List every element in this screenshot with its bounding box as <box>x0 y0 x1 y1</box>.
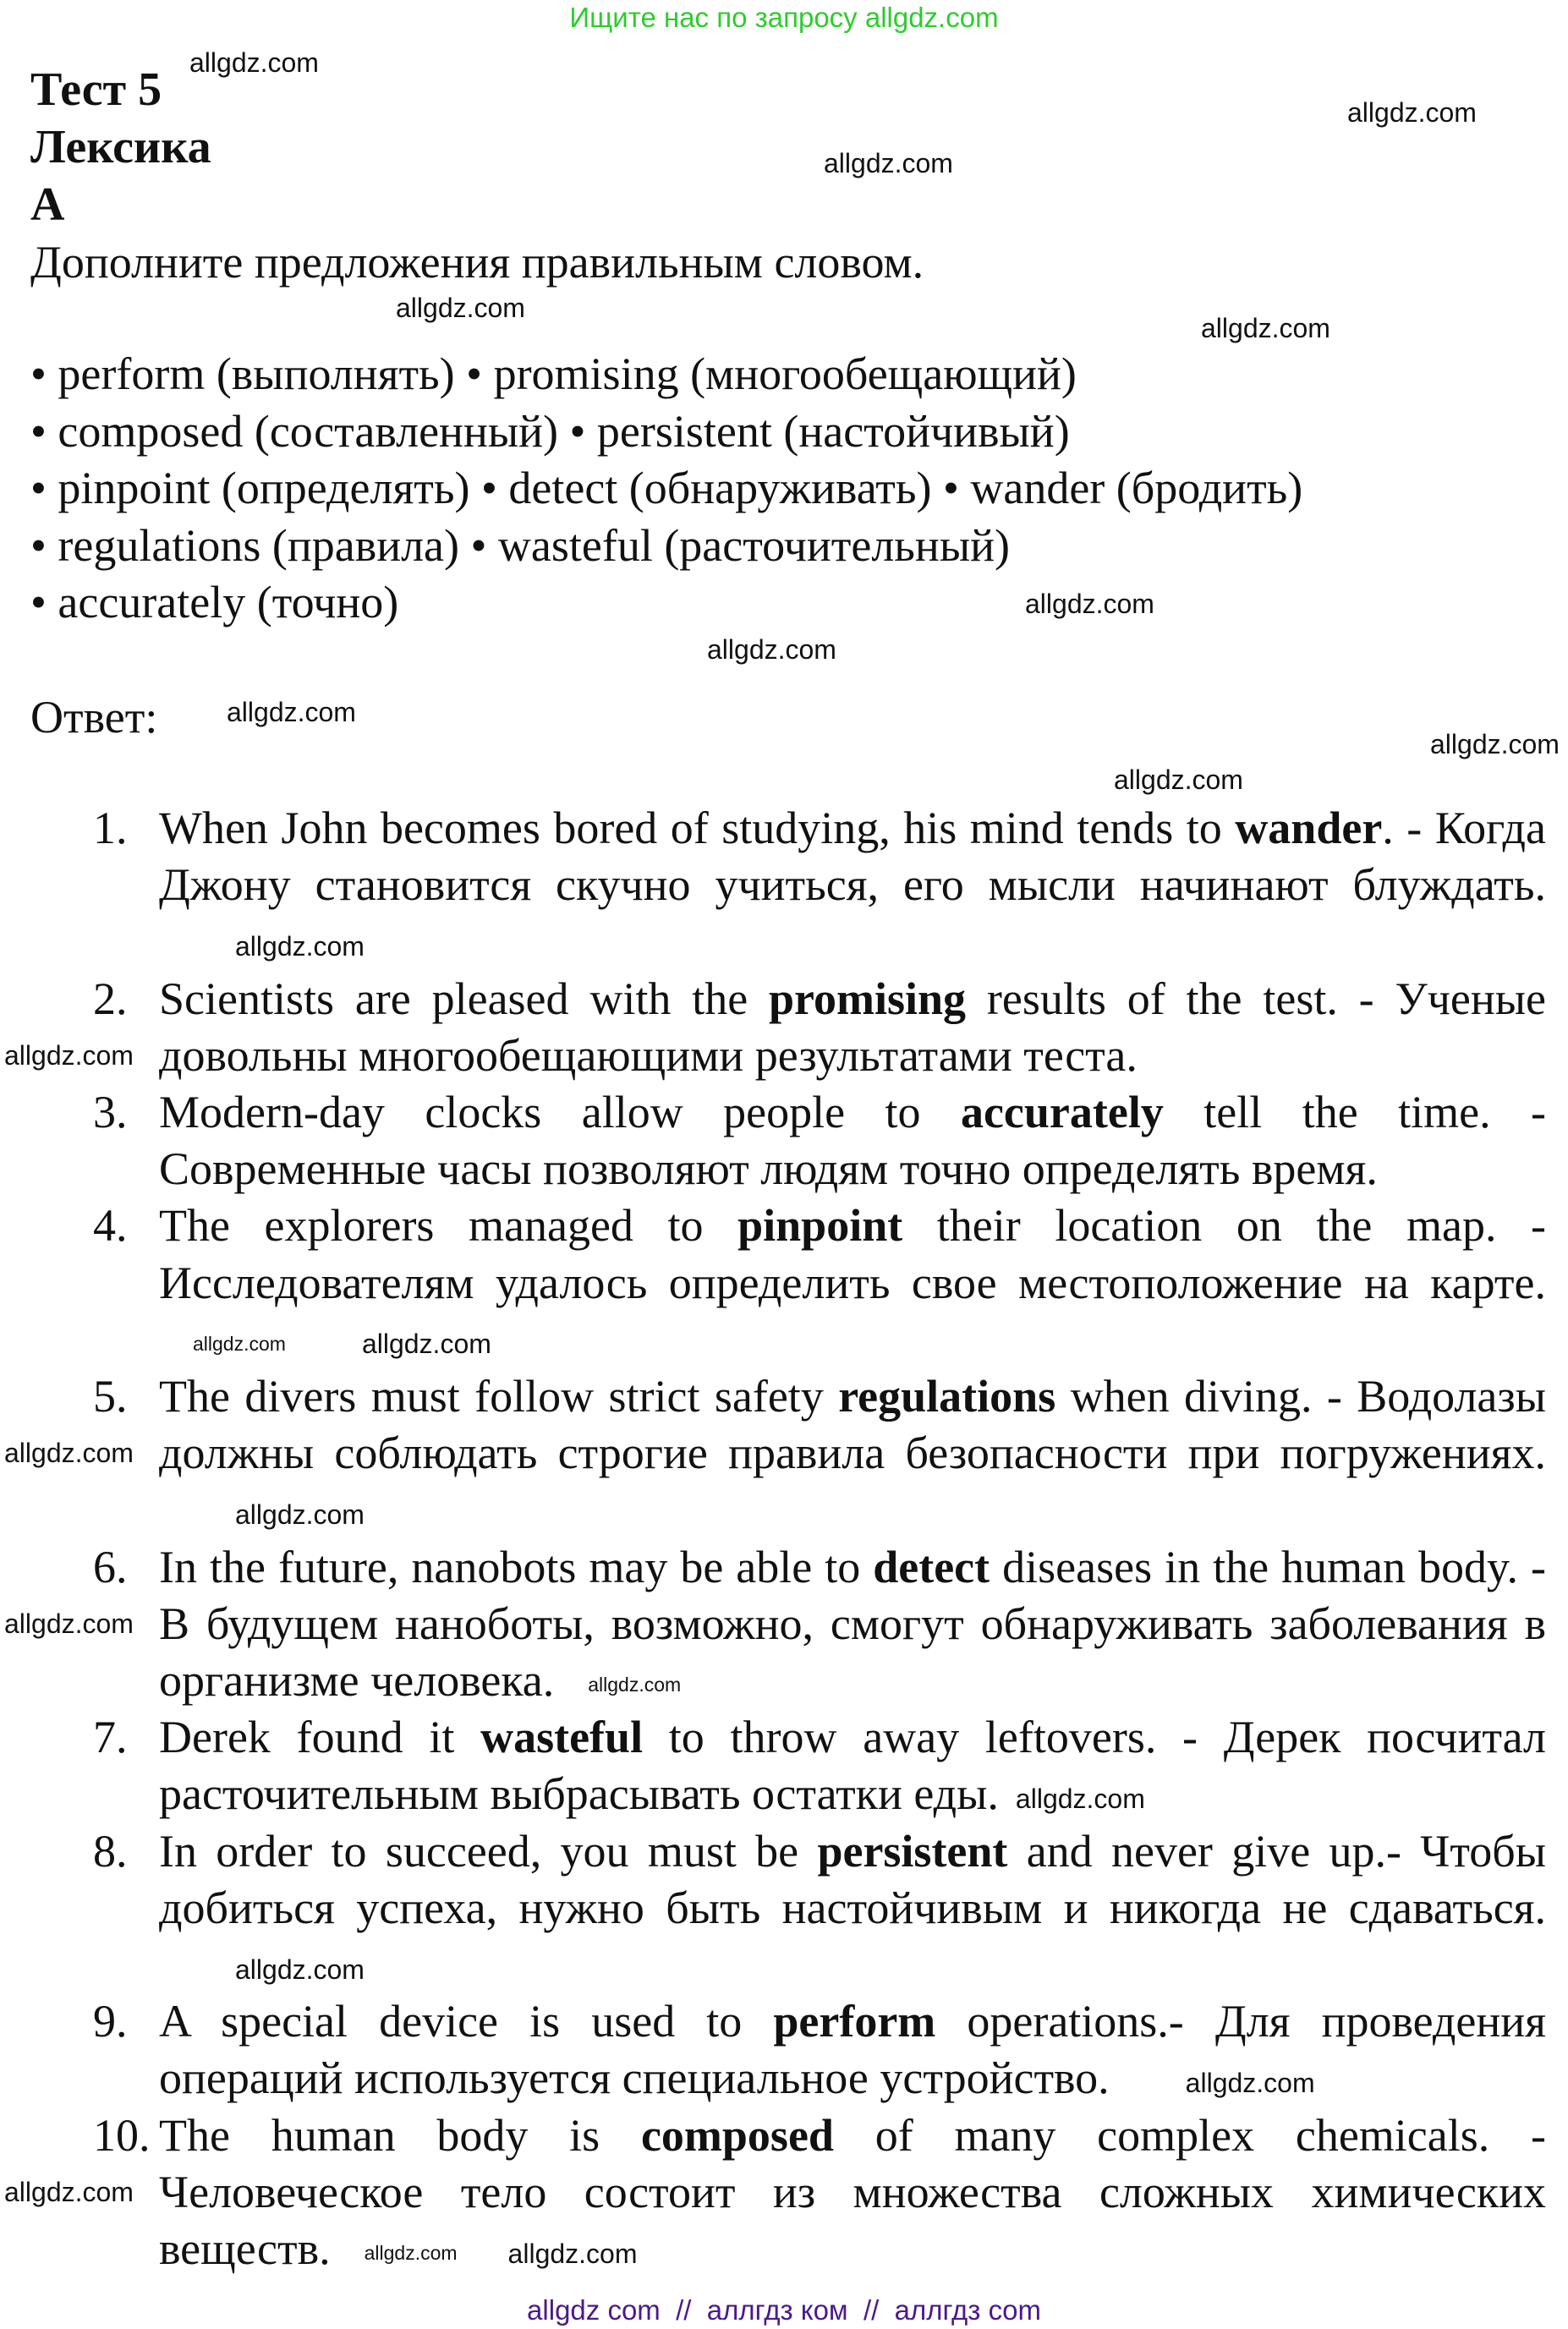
list-item <box>0 2107 1546 2278</box>
item-number: 9. <box>93 1996 128 2047</box>
item-text: The human body is <box>159 2109 641 2161</box>
item-number: 5. <box>93 1371 128 1422</box>
item-text: When John becomes bored of studying, his mind tends to <box>159 803 1236 853</box>
answer-label: Ответ: <box>30 692 158 743</box>
item-number: 6. <box>93 1541 128 1592</box>
watermark: allgdz.com <box>235 1954 365 1985</box>
watermark: allgdz.com <box>1025 589 1154 619</box>
list-item <box>0 1084 1546 1197</box>
header <box>30 61 924 291</box>
watermark: allgdz.com <box>4 2176 134 2207</box>
item-number: 4. <box>93 1200 128 1252</box>
answer-list <box>0 800 1546 2277</box>
item-text: when diving. - Водолазы должны соблюдать строгие правила безопасности при погружениях. <box>159 1371 1546 1479</box>
watermark: allgdz.com <box>707 634 836 665</box>
watermark: allgdz.com <box>1015 1784 1145 1815</box>
item-text: to throw away leftovers. - Дерек посчитал расточительным выбрасывать остатки еды. <box>159 1712 1546 1820</box>
watermark: allgdz.com <box>361 1329 491 1360</box>
watermark: allgdz.com <box>189 47 319 78</box>
watermark: allgdz.com <box>1185 2068 1315 2099</box>
watermark: allgdz.com <box>1114 764 1243 795</box>
item-text: Derek found it <box>159 1712 481 1763</box>
item-text: Modern-day clocks allow people to <box>159 1087 961 1138</box>
item-number: 8. <box>93 1825 128 1877</box>
word-bank-line: • perform (выполнять) • promising (многообещающий) <box>30 348 1077 399</box>
watermark: allgdz.com <box>235 1499 365 1531</box>
item-number: 2. <box>93 973 128 1024</box>
answer-word: wander <box>1235 803 1383 853</box>
item-text: diseases in the human body. - В будущем наноботы, возможно, смогут обнаруживать заболевания в организме человека. <box>159 1541 1546 1707</box>
search-banner: Ищите нас по запросу allgdz.com <box>569 2 999 33</box>
section-label: А <box>30 178 65 231</box>
watermark: allgdz.com <box>1430 729 1560 759</box>
answer-word: detect <box>873 1541 990 1592</box>
item-text: A special device is used to <box>159 1996 774 2047</box>
watermark: allgdz.com <box>193 1332 286 1355</box>
answer-word: pinpoint <box>737 1200 903 1252</box>
page-subtitle: Лексика <box>30 121 211 173</box>
word-bank-line: • regulations (правила) • wasteful (расточительный) <box>30 519 1010 571</box>
answer-word: perform <box>773 1996 936 2047</box>
item-text: In the future, nanobots may be able to <box>159 1541 874 1592</box>
item-text: The explorers managed to <box>159 1200 738 1252</box>
page-title: Тест 5 <box>30 63 162 116</box>
item-text: and never give up.- Чтобы добиться успеха, нужно быть настойчивым и никогда не сдаваться. <box>159 1825 1547 1933</box>
instruction: Дополните предложения правильным словом. <box>30 237 924 288</box>
list-item <box>0 1539 1546 1710</box>
list-item <box>0 800 1546 971</box>
item-number: 3. <box>93 1087 128 1138</box>
list-item <box>0 1197 1546 1368</box>
word-bank-line: • pinpoint (определять) • detect (обнаруживать) • wander (бродить) <box>30 463 1303 514</box>
watermark: allgdz.com <box>4 1608 134 1639</box>
word-bank-line: • accurately (точно) <box>30 577 399 628</box>
item-text: Scientists are pleased with the <box>159 973 769 1024</box>
answer-word: promising <box>769 973 967 1024</box>
watermark: allgdz.com <box>1201 313 1330 343</box>
answer-word: composed <box>640 2109 834 2161</box>
footer-links[interactable]: allgdz com // аллгдз ком // аллгдз com <box>527 2294 1041 2326</box>
item-text: of many complex chemicals. - Человеческое тело состоит из множества сложных химических веществ. <box>159 2109 1546 2275</box>
watermark: allgdz.com <box>588 1674 682 1696</box>
item-text: results of the test. - Ученые довольны многообещающими результатами теста. <box>159 973 1546 1081</box>
item-text: . - Когда Джону становится скучно учиться, его мысли начинают блуждать. <box>159 803 1546 911</box>
item-number: 1. <box>93 803 128 853</box>
item-number: 10. <box>93 2109 151 2161</box>
answer-word: wasteful <box>480 1712 644 1763</box>
word-bank-line: • composed (составленный) • persistent (настойчивый) <box>30 405 1070 457</box>
list-item <box>0 1823 1546 1994</box>
watermark: allgdz.com <box>396 293 525 323</box>
answer-word: persistent <box>817 1825 1008 1877</box>
list-item <box>0 1993 1546 2107</box>
item-text: The divers must follow strict safety <box>159 1371 839 1422</box>
watermark: allgdz.com <box>4 1039 134 1071</box>
answer-word: regulations <box>838 1371 1056 1422</box>
watermark: allgdz.com <box>824 148 953 178</box>
watermark: allgdz.com <box>4 1438 134 1469</box>
list-item <box>0 1709 1546 1822</box>
list-item <box>0 1368 1546 1539</box>
list-item <box>0 971 1546 1084</box>
watermark: allgdz.com <box>235 931 365 962</box>
item-text: tell the time. - Современные часы позволяют людям точно определять время. <box>159 1087 1547 1195</box>
answer-word: accurately <box>960 1087 1164 1138</box>
watermark: allgdz.com <box>364 2242 458 2265</box>
item-number: 7. <box>93 1712 128 1763</box>
watermark: allgdz.com <box>227 697 356 727</box>
watermark: allgdz.com <box>507 2238 638 2269</box>
item-text: In order to succeed, you must be <box>159 1825 818 1877</box>
item-text: operations.- Для проведения операций используется специальное устройство. <box>159 1996 1546 2104</box>
item-text: their location on the map. - Исследователям удалось определить свое местоположение на карте. <box>159 1200 1547 1308</box>
watermark: allgdz.com <box>1347 97 1477 128</box>
